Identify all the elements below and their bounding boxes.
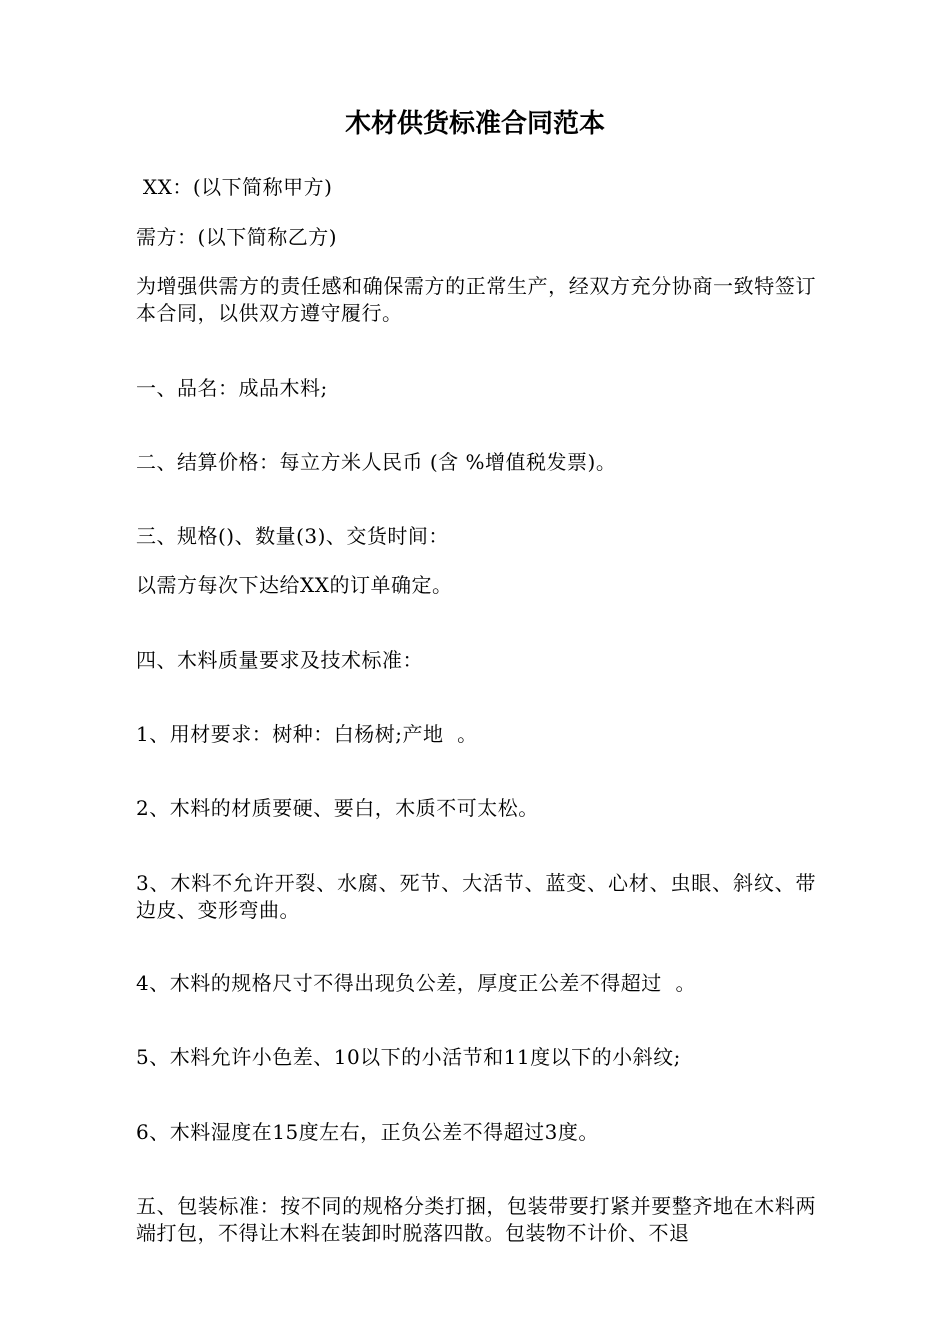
party-b-line: 需方：(以下简称乙方): [136, 225, 338, 249]
quality-item-3: 3、木料不允许开裂、水腐、死节、大活节、蓝变、心材、虫眼、斜纹、带边皮、变形弯曲。: [136, 871, 816, 922]
preamble-paragraph: 为增强供需方的责任感和确保需方的正常生产，经双方充分协商一致特签订本合同，以供双方遵守履行。: [136, 274, 816, 325]
clause-3-spec-quantity-delivery: 三、规格()、数量(3)、交货时间：: [136, 524, 449, 548]
quality-item-2: 2、木料的材质要硬、要白，木质不可太松。: [136, 796, 539, 820]
party-a-line: XX：(以下简称甲方): [136, 175, 333, 199]
clause-1-product-name: 一、品名：成品木料;: [136, 376, 328, 400]
quality-item-1: 1、用材要求：树种：白杨树;产地 。: [136, 722, 478, 746]
document-title: 木材供货标准合同范本: [344, 109, 605, 139]
clause-4-quality-standards: 四、木料质量要求及技术标准：: [136, 648, 423, 672]
quality-item-5: 5、木料允许小色差、10以下的小活节和11度以下的小斜纹;: [136, 1045, 681, 1069]
clause-5-packaging-standard: 五、包装标准：按不同的规格分类打捆，包装带要打紧并要整齐地在木料两端打包，不得让木料在装卸时脱落四散。包装物不计价、不退: [136, 1194, 816, 1245]
clause-3-detail: 以需方每次下达给XX的订单确定。: [136, 573, 453, 597]
quality-item-6: 6、木料湿度在15度左右，正负公差不得超过3度。: [136, 1120, 599, 1144]
quality-item-4: 4、木料的规格尺寸不得出现负公差，厚度正公差不得超过 。: [136, 971, 696, 995]
clause-2-settlement-price: 二、结算价格：每立方米人民币 (含 %增值税发票)。: [136, 450, 617, 474]
